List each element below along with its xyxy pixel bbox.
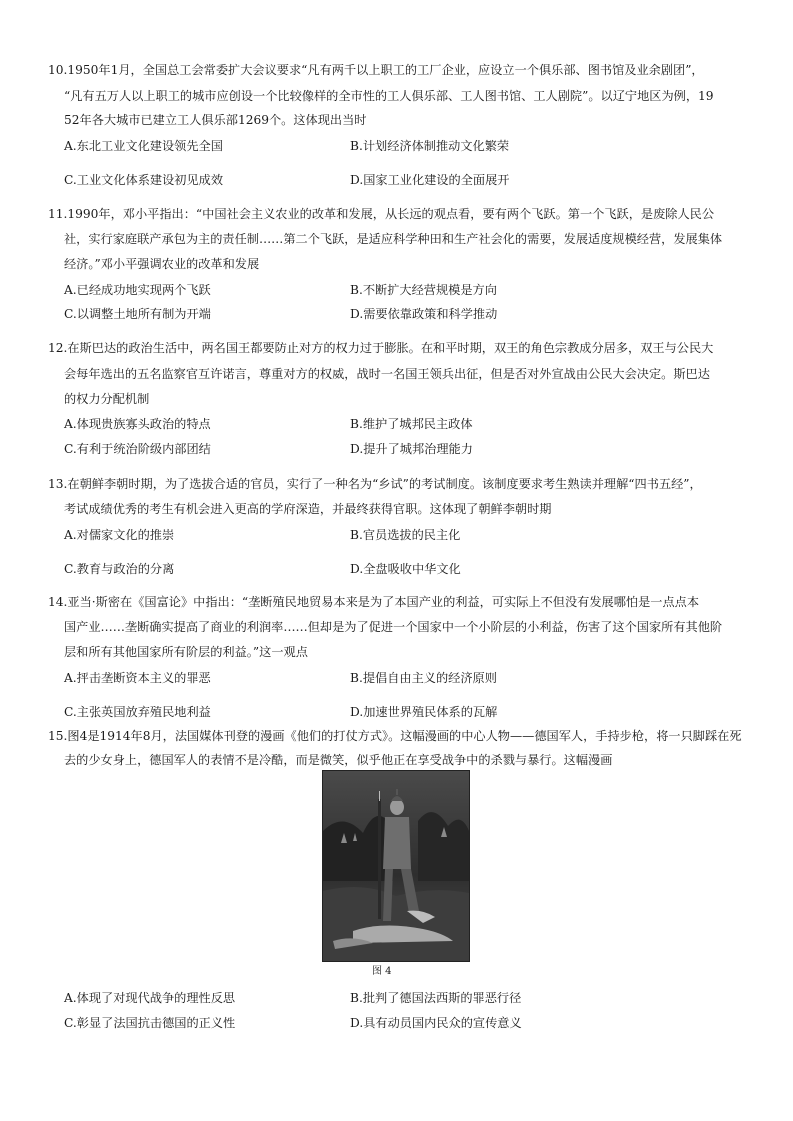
question-stem-line: 12.在斯巴达的政治生活中，两名国王都要防止对方的权力过于膨胀。在和平时期，双王的角色宗教成分居多，双王与公民大 xyxy=(48,341,714,355)
option-c[interactable]: C.工业文化体系建设初见成效 xyxy=(64,173,224,187)
option-a[interactable]: A.已经成功地实现两个飞跃 xyxy=(64,283,211,297)
question-stem-line: 14.亚当·斯密在《国富论》中指出：“垄断殖民地贸易本来是为了本国产业的利益，可实际上不但没有发展哪怕是一点点本 xyxy=(48,595,700,609)
question-stem-line: 去的少女身上，德国军人的表情不是冷酷，而是微笑，似乎他正在享受战争中的杀戮与暴行。这幅漫画 xyxy=(64,753,613,767)
option-c[interactable]: C.以调整土地所有制为开端 xyxy=(64,307,211,321)
option-d[interactable]: D.具有动员国内民众的宣传意义 xyxy=(350,1016,522,1030)
cartoon-figure xyxy=(322,770,470,962)
question-stem-line: 社，实行家庭联产承包为主的责任制……第二个飞跃，是适应科学种田和生产社会化的需要，发展适度规模经营，发展集体 xyxy=(64,232,723,246)
option-b[interactable]: B.维护了城邦民主政体 xyxy=(350,417,473,431)
question-stem-line: 15.图4是1914年8月，法国媒体刊登的漫画《他们的打仗方式》。这幅漫画的中心人物——德国军人，手持步枪，将一只脚踩在死 xyxy=(48,729,742,743)
question-stem-line: 的权力分配机制 xyxy=(64,392,150,406)
option-d[interactable]: D.全盘吸收中华文化 xyxy=(350,562,461,576)
question-stem-line: “凡有五万人以上职工的城市应创设一个比较像样的全市性的工人俱乐部、工人图书馆、工人剧院”。以辽宁地区为例，19 xyxy=(64,89,714,103)
option-c[interactable]: C.主张英国放弃殖民地利益 xyxy=(64,705,211,719)
question-stem-line: 52年各大城市已建立工人俱乐部1269个。这体现出当时 xyxy=(64,113,367,127)
option-a[interactable]: A.体现贵族寡头政治的特点 xyxy=(64,417,211,431)
question-stem-line: 13.在朝鲜李朝时期，为了选拔合适的官员，实行了一种名为“乡试”的考试制度。该制度要求考生熟读并理解“四书五经”， xyxy=(48,477,702,491)
option-b[interactable]: B.提倡自由主义的经济原则 xyxy=(350,671,497,685)
question-stem-line: 11.1990年，邓小平指出：“中国社会主义农业的改革和发展，从长远的观点看，要有两个飞跃。第一个飞跃，是废除人民公 xyxy=(48,207,715,221)
option-c[interactable]: C.教育与政治的分离 xyxy=(64,562,175,576)
option-c[interactable]: C.有利于统治阶级内部团结 xyxy=(64,442,211,456)
option-b[interactable]: B.批判了德国法西斯的罪恶行径 xyxy=(350,991,522,1005)
cartoon-illustration xyxy=(323,771,469,961)
question-stem-line: 经济。”邓小平强调农业的改革和发展 xyxy=(64,257,260,271)
option-d[interactable]: D.提升了城邦治理能力 xyxy=(350,442,473,456)
option-a[interactable]: A.对儒家文化的推崇 xyxy=(64,528,175,542)
option-a[interactable]: A.抨击垄断资本主义的罪恶 xyxy=(64,671,211,685)
option-a[interactable]: A.体现了对现代战争的理性反思 xyxy=(64,991,236,1005)
option-b[interactable]: B.不断扩大经营规模是方向 xyxy=(350,283,497,297)
figure-caption: 图 4 xyxy=(372,966,392,977)
option-a[interactable]: A.东北工业文化建设领先全国 xyxy=(64,139,223,153)
question-stem-line: 会每年选出的五名监察官互许诺言，尊重对方的权威，战时一名国王领兵出征，但是否对外宣战由公民大会决定。斯巴达 xyxy=(64,367,710,381)
option-b[interactable]: B.官员选拔的民主化 xyxy=(350,528,461,542)
option-d[interactable]: D.加速世界殖民体系的瓦解 xyxy=(350,705,498,719)
question-stem-line: 考试成绩优秀的考生有机会进入更高的学府深造，并最终获得官职。这体现了朝鲜李朝时期 xyxy=(64,502,552,516)
option-d[interactable]: D.需要依靠政策和科学推动 xyxy=(350,307,498,321)
question-stem-line: 10.1950年1月，全国总工会常委扩大会议要求“凡有两千以上职工的工厂企业，应设立一个俱乐部、图书馆及业余剧团”， xyxy=(48,63,704,77)
question-stem-line: 层和所有其他国家所有阶层的利益。”这一观点 xyxy=(64,645,308,659)
option-d[interactable]: D.国家工业化建设的全面展开 xyxy=(350,173,510,187)
option-c[interactable]: C.彰显了法国抗击德国的正义性 xyxy=(64,1016,236,1030)
option-b[interactable]: B.计划经济体制推动文化繁荣 xyxy=(350,139,510,153)
question-stem-line: 国产业……垄断确实提高了商业的利润率……但却是为了促进一个国家中一个小阶层的小利益，伤害了这个国家所有其他阶 xyxy=(64,620,723,634)
